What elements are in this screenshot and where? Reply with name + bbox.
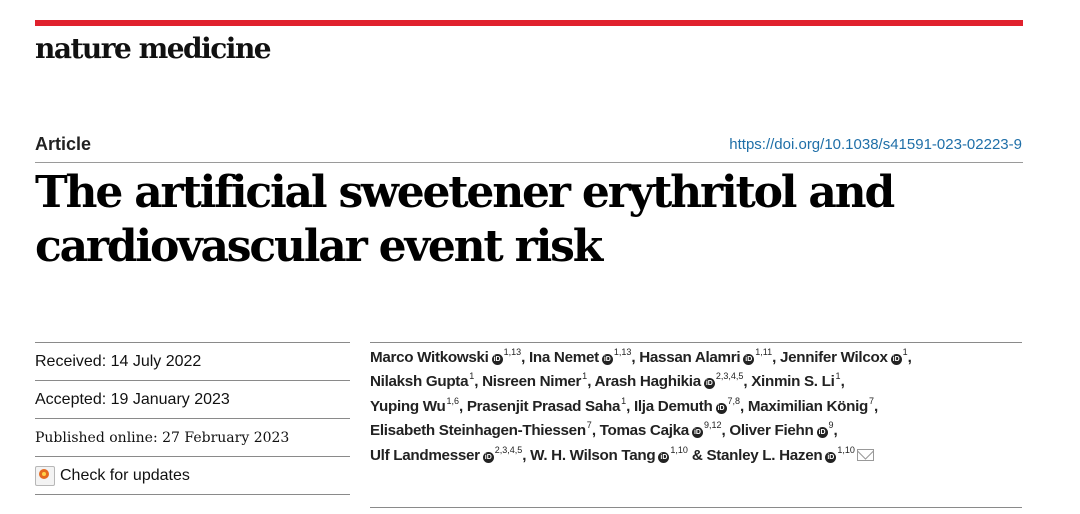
author-affiliation: 7 [586,420,592,431]
author-separator: , [874,397,878,415]
author-name[interactable]: Arash Haghikia [594,373,701,391]
journal-accent-bar [35,20,1023,26]
author-name[interactable]: Oliver Fiehn [729,422,814,440]
author-name[interactable]: Xinmin S. Li [751,373,835,391]
author-separator: , [833,422,838,440]
author-affiliation: 1,13 [503,347,522,357]
author-separator: , [522,446,531,464]
author-separator: , [743,373,752,391]
author-name[interactable]: Jennifer Wilcox [780,349,888,366]
orcid-icon[interactable]: iD [818,429,826,437]
author-line [370,370,1022,394]
orcid-icon[interactable]: iD [705,380,713,388]
author-name[interactable]: Ina Nemet [528,349,599,366]
author-name[interactable]: Ilja Demuth [633,397,713,415]
author-affiliation: 1 [469,371,475,382]
author-line [370,419,1022,443]
author-name[interactable]: Nisreen Nimer [482,373,582,391]
author-affiliation: 1,11 [755,347,773,357]
orcid-icon[interactable]: iD [493,356,501,363]
author-affiliation: 9,12 [703,420,722,431]
author-name[interactable]: Stanley L. Hazen [706,446,823,464]
author-list [370,346,1022,468]
orcid-icon[interactable]: iD [603,356,611,363]
accepted-date: Accepted: 19 January 2023 [35,380,350,418]
author-separator: & [687,446,707,464]
author-name[interactable]: Maximilian König [747,397,868,415]
author-affiliation: 1 [621,395,627,406]
author-affiliation: 1,10 [837,444,855,455]
author-affiliation: 1 [582,371,588,382]
orcid-icon[interactable]: iD [717,404,725,412]
author-name[interactable]: W. H. Wilson Tang [530,446,656,464]
orcid-icon[interactable]: iD [660,453,668,461]
author-affiliation: 1,6 [446,395,459,406]
check-for-updates-label[interactable]: Check for updates [60,466,190,484]
orcid-icon[interactable]: iD [827,453,835,461]
author-separator: , [840,373,845,391]
author-affiliation: 1 [902,347,908,357]
orcid-icon[interactable]: iD [693,429,701,437]
author-affiliation: 2,3,4,5 [715,371,744,382]
check-for-updates-icon [35,466,55,486]
envelope-icon[interactable] [857,449,874,461]
author-name[interactable]: Nilaksh Gupta [370,373,469,391]
journal-logo[interactable]: nature medicine [35,32,271,65]
author-affiliation: 7,8 [727,395,741,406]
author-affiliation: 1 [835,371,841,382]
author-affiliation: 1,10 [670,444,688,455]
author-line [370,346,1022,370]
authors-bottom-divider [370,507,1022,508]
author-name[interactable]: Prasenjit Prasad Saha [466,397,621,415]
author-affiliation: 9 [828,420,834,431]
author-affiliation: 2,3,4,5 [494,444,523,455]
author-separator: , [721,422,730,440]
author-separator: , [740,397,748,415]
author-separator: , [591,422,600,440]
author-line [370,444,1022,468]
author-separator: , [474,373,483,391]
header-divider [35,162,1023,163]
author-affiliation: 7 [868,395,874,406]
author-separator: , [587,373,595,391]
author-separator: , [626,397,634,415]
author-separator: , [772,349,780,366]
author-separator: , [631,349,640,366]
author-name[interactable]: Marco Witkowski [370,349,489,366]
received-date: Received: 14 July 2022 [35,342,350,380]
article-title: The artificial sweetener erythritol and cardiovascular event risk [35,167,894,272]
doi-link[interactable]: https://doi.org/10.1038/s41591-023-02223-9 [729,136,1022,153]
author-name[interactable]: Tomas Cajka [599,422,689,440]
orcid-icon[interactable]: iD [745,356,753,363]
author-line [370,395,1022,419]
author-affiliation: 1,13 [613,347,632,357]
author-name[interactable]: Yuping Wu [370,397,446,415]
check-for-updates-button[interactable] [35,456,350,495]
author-name[interactable]: Elisabeth Steinhagen-Thiessen [370,422,586,440]
author-separator: , [521,349,529,366]
author-name[interactable]: Ulf Landmesser [370,446,480,464]
published-date: Published online: 27 February 2023 [35,418,350,456]
authors-top-divider [370,342,1022,343]
article-dates-panel [35,342,350,495]
article-type-label: Article [35,134,92,154]
author-separator: , [907,349,912,366]
author-separator: , [459,397,467,415]
author-name[interactable]: Hassan Alamri [639,349,741,366]
orcid-icon[interactable]: iD [892,356,900,363]
orcid-icon[interactable]: iD [484,453,492,461]
